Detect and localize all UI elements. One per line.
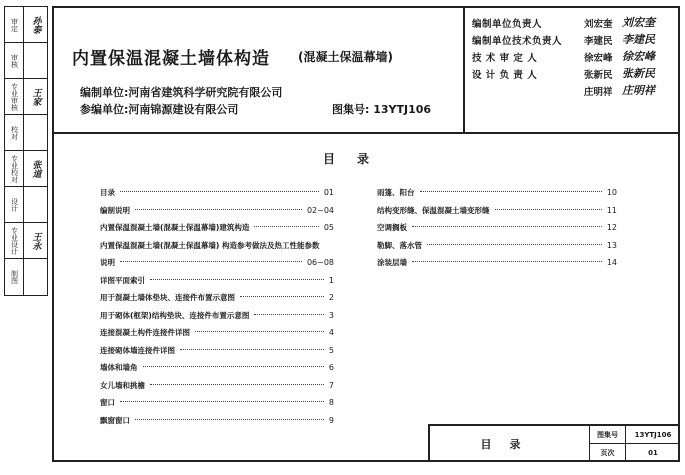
- toc-entry-page: 02~04: [306, 205, 334, 215]
- toc-entry[interactable]: [100, 289, 334, 307]
- toc-leader-dots: [195, 331, 324, 332]
- toc-leader-dots: [150, 279, 324, 280]
- toc-entry[interactable]: [100, 219, 334, 237]
- toc-leader-dots: [120, 191, 319, 192]
- toc-entry-label: 勒脚、落水管: [377, 240, 425, 251]
- toc-leader-dots: [120, 401, 324, 402]
- toc-entry-page: 14: [606, 258, 617, 268]
- toc-entry-page: 11: [606, 205, 617, 215]
- approval-role: 设计: [6, 187, 24, 222]
- approval-signature: [25, 43, 47, 78]
- toc-entry-page: 4: [328, 328, 334, 338]
- toc-leader-dots: [254, 314, 324, 315]
- toc-entry[interactable]: [377, 219, 617, 237]
- responsible-row: [472, 84, 672, 101]
- responsible-role: 编制单位技术负责人: [472, 36, 563, 47]
- approval-role: 审核: [6, 43, 24, 78]
- title-block-stamp: [428, 424, 680, 462]
- approval-signature: [25, 115, 47, 150]
- toc-leader-dots: [412, 226, 602, 227]
- approval-row: [5, 187, 47, 223]
- approval-role: 校对: [6, 115, 24, 150]
- toc-left-column: [100, 184, 334, 429]
- responsible-name: 刘宏奎: [584, 19, 613, 30]
- toc-right-column: [377, 184, 617, 272]
- toc-leader-dots: [412, 261, 602, 262]
- toc-entry-page: 12: [606, 223, 617, 233]
- toc-entry-page: 05: [323, 223, 334, 233]
- responsible-signature: 张新民: [622, 67, 655, 80]
- responsible-name: 庄明祥: [584, 87, 613, 98]
- toc-leader-dots: [135, 209, 302, 210]
- toc-entry[interactable]: [100, 342, 334, 360]
- approval-signature: [25, 259, 47, 295]
- toc-entry-label: 详图平面索引: [100, 275, 148, 286]
- toc-leader-dots: [427, 244, 602, 245]
- toc-leader-dots: [420, 191, 602, 192]
- toc-entry-page: 9: [328, 415, 334, 425]
- toc-entry-label: 用于砌体(框架)结构垫块、连接件布置示意图: [100, 310, 252, 321]
- toc-entry-page: 6: [328, 363, 334, 373]
- responsible-name: 李建民: [584, 36, 613, 47]
- approval-role: 专业设计: [6, 223, 24, 258]
- toc-entry-page: 2: [328, 293, 334, 303]
- approval-role: 专业校对: [6, 151, 24, 186]
- toc-entry-label: 连接混凝土构件连接件详图: [100, 327, 193, 338]
- toc-leader-dots: [180, 349, 324, 350]
- approval-column: [4, 6, 48, 296]
- toc-entry[interactable]: [377, 254, 617, 272]
- toc-entry-label: 空调搁板: [377, 222, 410, 233]
- toc-title: 目录: [323, 152, 392, 166]
- toc-entry-page: 06~08: [306, 258, 334, 268]
- toc-entry-page: 5: [328, 345, 334, 355]
- stamp-atlas-value: 13YTJ106: [626, 426, 680, 444]
- toc-entry-page: 10: [606, 188, 617, 198]
- approval-role: 专业审核: [6, 79, 24, 114]
- toc-entry[interactable]: [100, 237, 334, 255]
- responsible-name: 徐宏峰: [584, 53, 613, 64]
- toc-entry[interactable]: [100, 359, 334, 377]
- toc-entry-label: 编制说明: [100, 205, 133, 216]
- atlas-number: 图集号: 13YTJ106: [332, 103, 432, 116]
- toc-entry-page: 01: [323, 188, 334, 198]
- toc-entry-label: 飘窗窗口: [100, 415, 133, 426]
- toc-leader-dots: [143, 366, 324, 367]
- approval-signature: [25, 187, 47, 222]
- toc-entry-page: 1: [328, 275, 334, 285]
- toc-entry[interactable]: [100, 184, 334, 202]
- approval-signature: 孙泰: [30, 15, 41, 34]
- toc-entry-label: 用于混凝土墙体垫块、连接件布置示意图: [100, 292, 238, 303]
- stamp-atlas-label: 图集号: [590, 426, 626, 444]
- approval-role: 制图: [6, 259, 24, 295]
- toc-entry-label: 墙体和墙角: [100, 362, 141, 373]
- responsible-role: 设 计 负 责 人: [472, 70, 538, 81]
- toc-entry-label: 内置保温混凝土墙(混凝土保温幕墙)建筑构造: [100, 222, 252, 233]
- approval-signature: 张道: [30, 159, 41, 178]
- toc-entry[interactable]: [100, 394, 334, 412]
- toc-entry[interactable]: [100, 324, 334, 342]
- toc-entry[interactable]: [100, 202, 334, 220]
- header-divider: [52, 132, 680, 134]
- toc-entry-label: 涂装层墙: [377, 257, 410, 268]
- toc-entry-label: 窗口: [100, 397, 118, 408]
- toc-entry[interactable]: [100, 377, 334, 395]
- compiler-unit: 编制单位:河南省建筑科学研究院有限公司: [80, 86, 283, 99]
- toc-entry-page: 3: [328, 310, 334, 320]
- approval-row: [5, 7, 47, 43]
- toc-entry-page: 8: [328, 398, 334, 408]
- stamp-sheet-name: 目录: [430, 426, 590, 462]
- page-subtitle: (混凝土保温幕墙): [298, 50, 393, 64]
- toc-leader-dots: [254, 226, 318, 227]
- stamp-page-value: 01: [648, 449, 658, 457]
- toc-entry-label: 目录: [100, 187, 118, 198]
- responsible-role: 技 术 审 定 人: [472, 53, 538, 64]
- approval-row: [5, 43, 47, 79]
- participant-unit: 参编单位:河南锦源建设有限公司: [80, 103, 239, 116]
- toc-entry-label: 连接砌体墙连接件详图: [100, 345, 178, 356]
- toc-entry[interactable]: [377, 184, 617, 202]
- toc-entry-page: 13: [606, 240, 617, 250]
- approval-row: [5, 115, 47, 151]
- toc-leader-dots: [150, 384, 324, 385]
- toc-entry-label: 雨篷、阳台: [377, 187, 418, 198]
- approval-row: [5, 259, 47, 295]
- header-vertical-divider: [463, 6, 465, 132]
- toc-leader-dots: [120, 261, 302, 262]
- toc-entry-label: 说明: [100, 257, 118, 268]
- toc-entry[interactable]: [100, 254, 334, 272]
- responsible-role: 编制单位负责人: [472, 19, 543, 30]
- responsible-signature: 刘宏奎: [622, 16, 655, 29]
- toc-entry[interactable]: [100, 272, 334, 290]
- responsible-signature: 李建民: [622, 33, 655, 46]
- toc-entry-label: 结构变形缝、保温混凝土墙变形缝: [377, 205, 493, 216]
- responsible-signature: 徐宏峰: [622, 50, 655, 63]
- approval-row: [5, 223, 47, 259]
- approval-signature: 王家: [30, 87, 41, 106]
- toc-entry[interactable]: [100, 307, 334, 325]
- toc-entry-label: 内置保温混凝土墙(混凝土保温幕墙) 构造参考做法及热工性能参数: [100, 240, 322, 251]
- toc-entry[interactable]: [377, 202, 617, 220]
- approval-row: [5, 79, 47, 115]
- toc-entry-page: 7: [328, 380, 334, 390]
- toc-entry[interactable]: [100, 412, 334, 430]
- toc-entry-label: 女儿墙和挑檐: [100, 380, 148, 391]
- approval-row: [5, 151, 47, 187]
- toc-leader-dots: [135, 419, 324, 420]
- responsible-signature: 庄明祥: [622, 84, 655, 97]
- responsible-name: 张新民: [584, 70, 613, 81]
- toc-leader-dots: [495, 209, 602, 210]
- approval-role: 审定: [6, 7, 24, 42]
- stamp-page-label: 页次: [590, 444, 626, 462]
- toc-leader-dots: [240, 296, 324, 297]
- page-title: 内置保温混凝土墙体构造: [72, 49, 270, 69]
- toc-entry[interactable]: [377, 237, 617, 255]
- responsible-persons: [472, 16, 672, 101]
- approval-signature: 王永: [30, 231, 41, 250]
